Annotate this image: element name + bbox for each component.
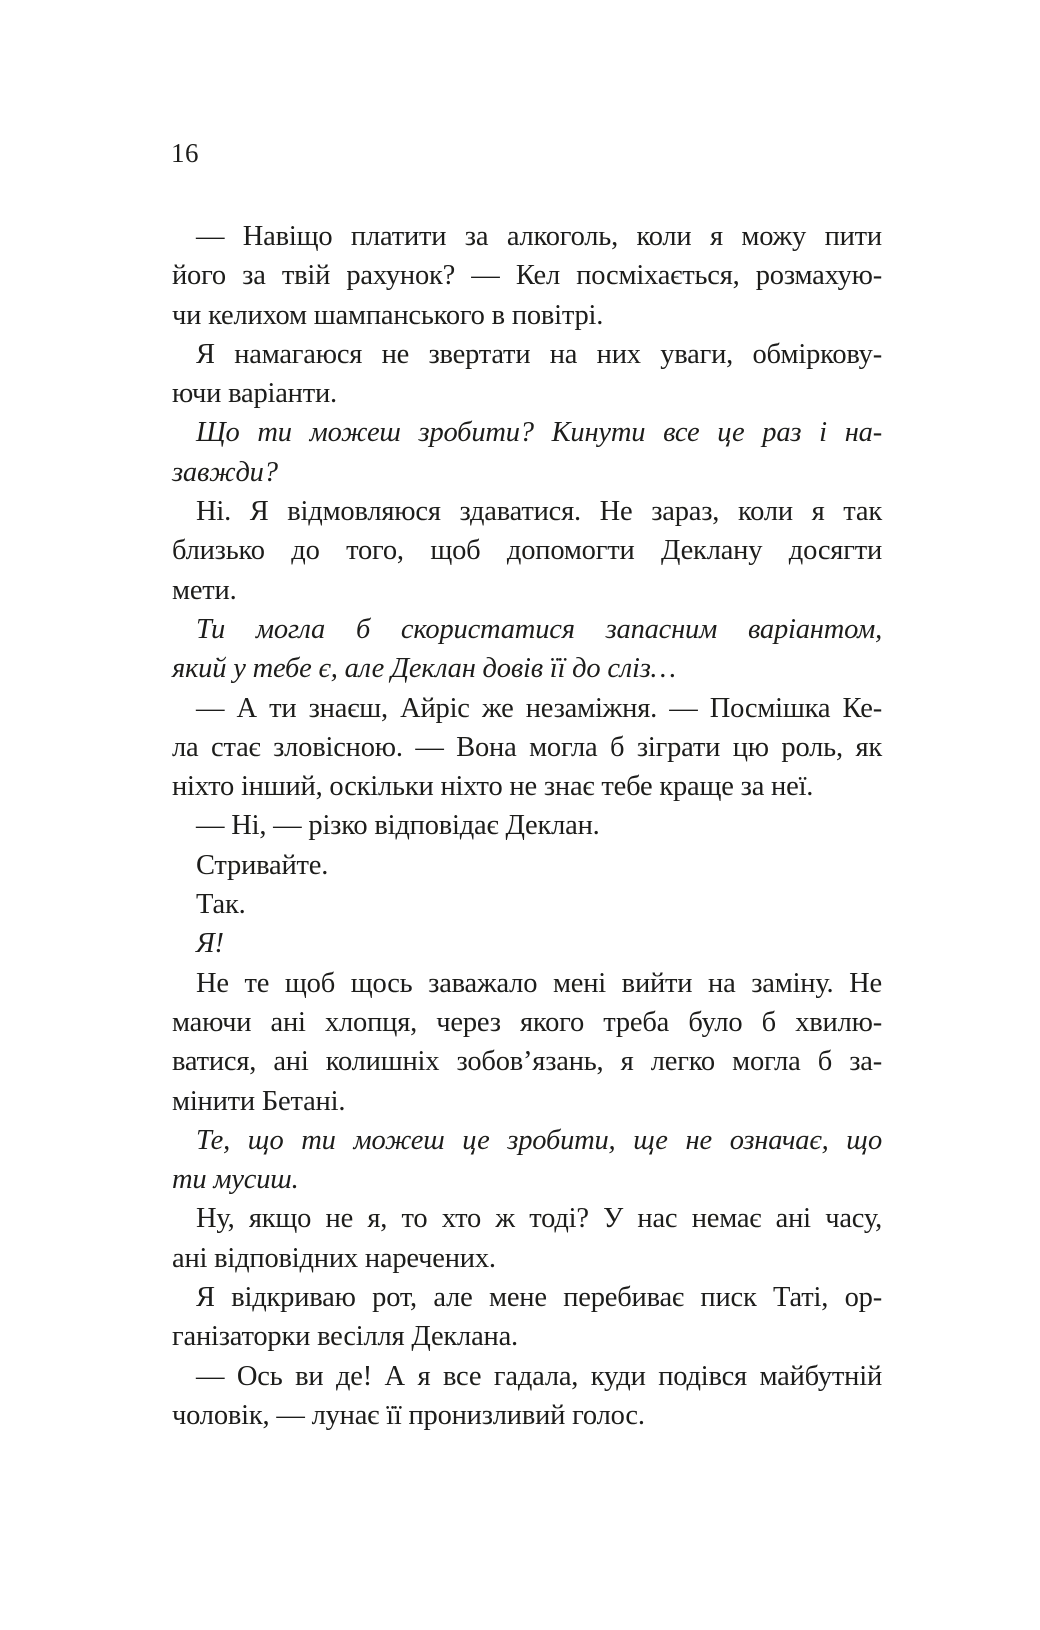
text-line: ючи варіанти. bbox=[172, 378, 337, 410]
text-line: Ти могла б скористатися запасним варіантом, bbox=[196, 613, 882, 645]
text-line: Що ти можеш зробити? Кинути все це раз і на- bbox=[196, 417, 882, 449]
text-line: Я намагаюся не звертати на них уваги, обміркову- bbox=[196, 338, 882, 370]
text-line: Ну, якщо не я, то хто ж тоді? У нас немає ані часу, bbox=[196, 1203, 882, 1235]
text-line: ла стає зловісною. — Вона могла б зіграти цю роль, як bbox=[172, 731, 882, 763]
text-line: маючи ані хлопця, через якого треба було б хвилю- bbox=[172, 1006, 882, 1038]
text-line: — Навіщо платити за алкоголь, коли я можу пити bbox=[196, 221, 882, 252]
text-line: Не те щоб щось заважало мені вийти на заміну. Не bbox=[196, 967, 882, 999]
text-line: ганізаторки весілля Деклана. bbox=[172, 1321, 518, 1353]
text-line: Стривайте. bbox=[196, 849, 329, 881]
text-line: мінити Бетані. bbox=[172, 1085, 346, 1117]
text-line: Ні. Я відмовляюся здаватися. Не зараз, коли я так bbox=[196, 496, 882, 528]
text-block bbox=[172, 217, 882, 1435]
text-line: — Ось ви де! А я все гадала, куди подівся майбутній bbox=[196, 1360, 882, 1392]
text-line: близько до того, щоб допомогти Деклану досягти bbox=[172, 535, 882, 567]
text-line: чоловік, — лунає її пронизливий голос. bbox=[172, 1399, 645, 1431]
text-line: Я! bbox=[196, 928, 224, 960]
text-line: ватися, ані колишніх зобов’язань, я легко могла б за- bbox=[172, 1046, 882, 1078]
text-line: Я відкриваю рот, але мене перебиває писк Таті, ор- bbox=[196, 1282, 882, 1314]
text-line: Так. bbox=[196, 889, 246, 921]
text-line: його за твій рахунок? — Кел посміхається, розмахую- bbox=[172, 260, 882, 292]
text-line: ніхто інший, оскільки ніхто не знає тебе краще за неї. bbox=[172, 771, 814, 803]
text-line: який у тебе є, але Деклан довів її до сліз… bbox=[172, 653, 676, 685]
text-line: чи келихом шампанського в повітрі. bbox=[172, 299, 604, 331]
text-line: — А ти знаєш, Айріс же незаміжня. — Посмішка Ке- bbox=[196, 692, 882, 724]
page-number: 16 bbox=[171, 138, 199, 168]
text-line: мети. bbox=[172, 574, 237, 606]
text-line: завжди? bbox=[172, 456, 278, 488]
text-line: ти мусиш. bbox=[172, 1164, 299, 1196]
text-line: ані відповідних наречених. bbox=[172, 1242, 496, 1274]
text-line: — Ні, — різко відповідає Деклан. bbox=[196, 810, 600, 842]
text-line: Те, що ти можеш це зробити, ще не означає, що bbox=[196, 1124, 882, 1156]
